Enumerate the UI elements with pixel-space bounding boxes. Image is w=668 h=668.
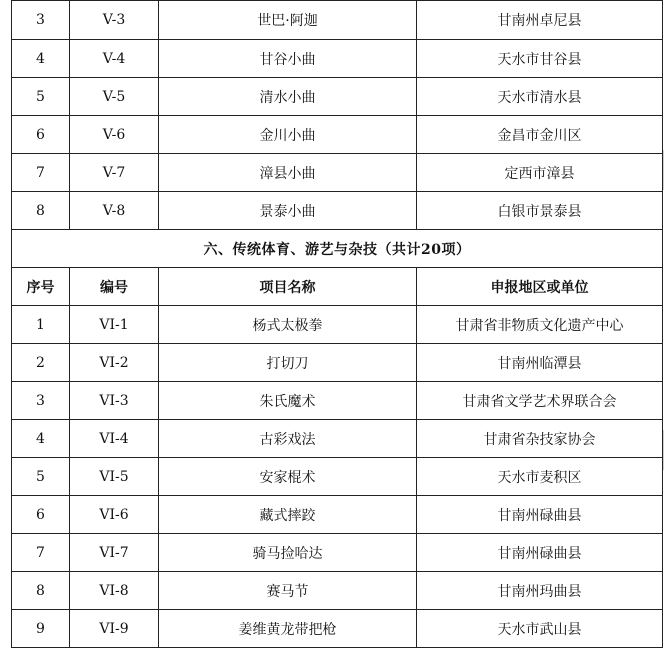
region-cell: 甘肃省非物质文化遗产中心 <box>417 306 663 344</box>
table-row <box>12 78 663 116</box>
code-cell: VI-9 <box>70 610 159 648</box>
seq-cell: 6 <box>12 496 70 534</box>
table-row <box>12 496 663 534</box>
region-cell: 天水市清水县 <box>417 78 663 116</box>
region-cell: 甘南州碌曲县 <box>417 496 663 534</box>
seq-cell: 1 <box>12 306 70 344</box>
region-cell: 甘南州卓尼县 <box>417 1 663 40</box>
header-seq: 序号 <box>12 268 70 306</box>
project-name-cell: 清水小曲 <box>159 78 417 116</box>
section-title-row <box>12 230 663 268</box>
region-cell: 白银市景泰县 <box>417 192 663 230</box>
section-title: 六、传统体育、游艺与杂技（共计20项） <box>12 230 663 268</box>
seq-cell: 5 <box>12 458 70 496</box>
seq-cell: 8 <box>12 572 70 610</box>
region-cell: 天水市麦积区 <box>417 458 663 496</box>
project-name-cell: 景泰小曲 <box>159 192 417 230</box>
project-name-cell: 赛马节 <box>159 572 417 610</box>
table-row <box>12 458 663 496</box>
seq-cell: 7 <box>12 534 70 572</box>
table-row <box>12 192 663 230</box>
project-name-cell: 金川小曲 <box>159 116 417 154</box>
header-project-name: 项目名称 <box>159 268 417 306</box>
table-row <box>12 572 663 610</box>
project-name-cell: 古彩戏法 <box>159 420 417 458</box>
table-row <box>12 154 663 192</box>
region-cell: 天水市甘谷县 <box>417 40 663 78</box>
seq-cell: 3 <box>12 382 70 420</box>
table-row <box>12 420 663 458</box>
project-name-cell: 漳县小曲 <box>159 154 417 192</box>
table-row <box>12 610 663 648</box>
code-cell: VI-3 <box>70 382 159 420</box>
table-row <box>12 1 663 40</box>
seq-cell: 8 <box>12 192 70 230</box>
column-header-row <box>12 268 663 306</box>
project-name-cell: 骑马捡哈达 <box>159 534 417 572</box>
code-cell: V-4 <box>70 40 159 78</box>
seq-cell: 9 <box>12 610 70 648</box>
project-name-cell: 世巴·阿迦 <box>159 1 417 40</box>
seq-cell: 7 <box>12 154 70 192</box>
seq-cell: 4 <box>12 40 70 78</box>
header-region: 申报地区或单位 <box>417 268 663 306</box>
page-edge-mark <box>663 150 668 190</box>
seq-cell: 4 <box>12 420 70 458</box>
project-name-cell: 姜维黄龙带把枪 <box>159 610 417 648</box>
region-cell: 甘南州碌曲县 <box>417 534 663 572</box>
region-cell: 天水市武山县 <box>417 610 663 648</box>
code-cell: V-7 <box>70 154 159 192</box>
table-row <box>12 116 663 154</box>
region-cell: 甘肃省杂技家协会 <box>417 420 663 458</box>
region-cell: 甘肃省文学艺术界联合会 <box>417 382 663 420</box>
table-row <box>12 344 663 382</box>
project-name-cell: 安家棍术 <box>159 458 417 496</box>
table-row <box>12 534 663 572</box>
table-row <box>12 382 663 420</box>
seq-cell: 6 <box>12 116 70 154</box>
region-cell: 金昌市金川区 <box>417 116 663 154</box>
code-cell: VI-5 <box>70 458 159 496</box>
code-cell: VI-4 <box>70 420 159 458</box>
seq-cell: 2 <box>12 344 70 382</box>
seq-cell: 3 <box>12 1 70 40</box>
project-name-cell: 甘谷小曲 <box>159 40 417 78</box>
code-cell: VI-6 <box>70 496 159 534</box>
code-cell: VI-1 <box>70 306 159 344</box>
code-cell: VI-2 <box>70 344 159 382</box>
code-cell: V-5 <box>70 78 159 116</box>
region-cell: 甘南州玛曲县 <box>417 572 663 610</box>
table-row <box>12 40 663 78</box>
seq-cell: 5 <box>12 78 70 116</box>
heritage-list-table <box>11 0 663 648</box>
table-row <box>12 306 663 344</box>
code-cell: VI-8 <box>70 572 159 610</box>
header-code: 编号 <box>70 268 159 306</box>
page-edge-mark <box>663 430 668 470</box>
code-cell: VI-7 <box>70 534 159 572</box>
code-cell: V-3 <box>70 1 159 40</box>
code-cell: V-6 <box>70 116 159 154</box>
project-name-cell: 藏式摔跤 <box>159 496 417 534</box>
project-name-cell: 杨式太极拳 <box>159 306 417 344</box>
project-name-cell: 朱氏魔术 <box>159 382 417 420</box>
code-cell: V-8 <box>70 192 159 230</box>
region-cell: 甘南州临潭县 <box>417 344 663 382</box>
project-name-cell: 打切刀 <box>159 344 417 382</box>
region-cell: 定西市漳县 <box>417 154 663 192</box>
